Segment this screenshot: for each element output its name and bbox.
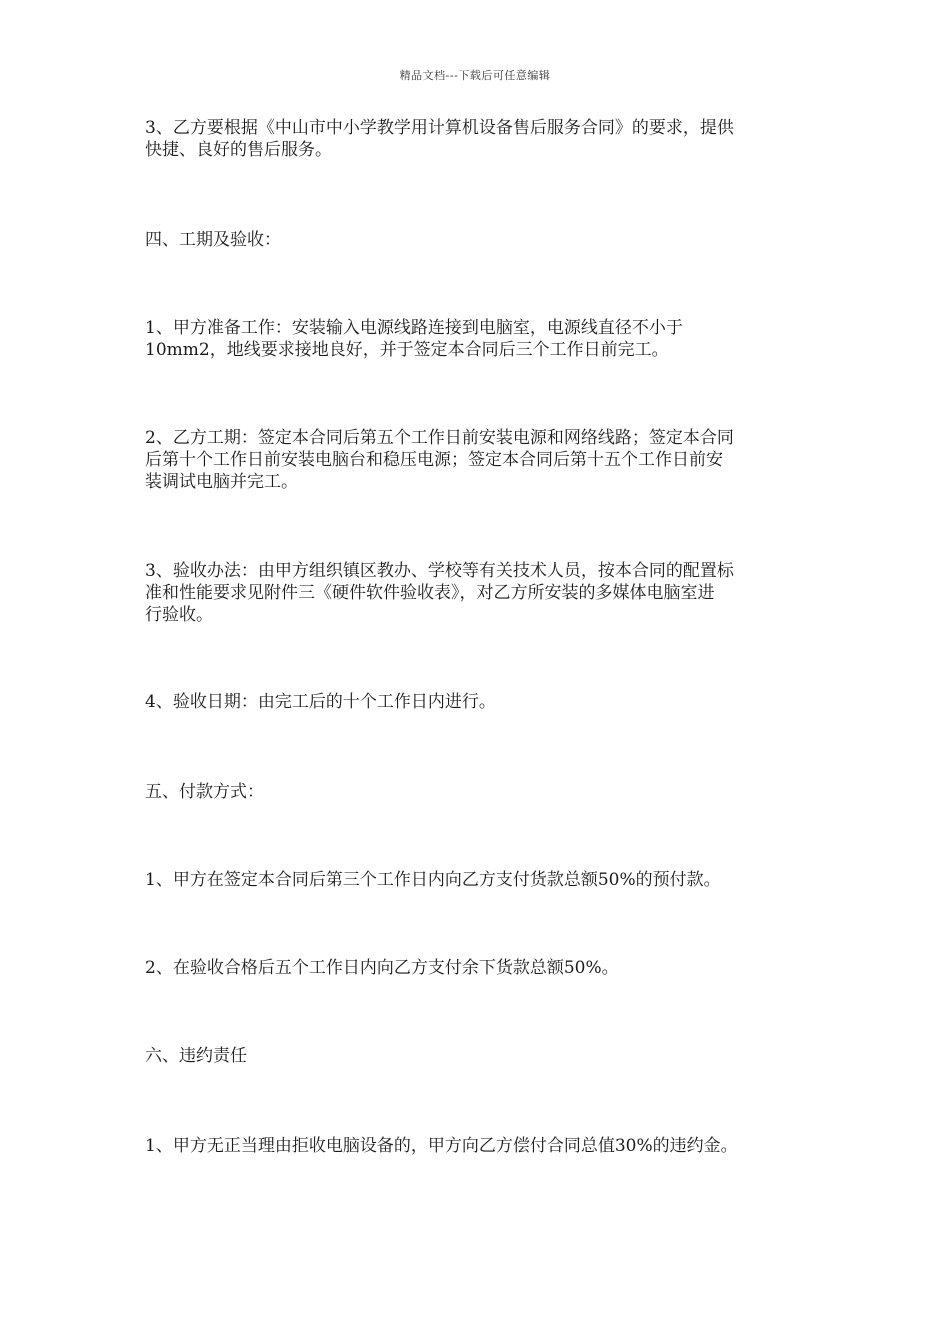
clause-refusal-penalty: 1、甲方无正当理由拒收电脑设备的，甲方向乙方偿付合同总值30%的违约金。 <box>145 1136 738 1156</box>
clause-acceptance-method: 3、验收办法：由甲方组织镇区教办、学校等有关技术人员，按本合同的配置标 准和性能要求见附件三《硬件软件验收表》，对乙方所安装的多媒体电脑室进 行验收。 <box>145 561 734 625</box>
section-heading-schedule-acceptance: 四、工期及验收： <box>145 230 281 250</box>
clause-after-sales-service: 3、乙方要根据《中山市中小学教学用计算机设备售后服务合同》的要求，提供 快捷、良好的售后服务。 <box>145 118 734 160</box>
clause-party-a-preparation: 1、甲方准备工作：安装输入电源线路连接到电脑室，电源线直径不小于 10mm2，地线要求接地良好，并于签定本合同后三个工作日前完工。 <box>145 318 683 360</box>
clause-prepayment: 1、甲方在签定本合同后第三个工作日内向乙方支付货款总额50%的预付款。 <box>145 870 721 890</box>
section-heading-payment: 五、付款方式： <box>145 782 264 802</box>
clause-party-b-schedule: 2、乙方工期：签定本合同后第五个工作日前安装电源和网络线路；签定本合同 后第十个工作日前安装电脑台和稳压电源；签定本合同后第十五个工作日前安 装调试电脑并完工。 <box>145 428 734 492</box>
section-heading-liability: 六、违约责任 <box>145 1046 247 1066</box>
clause-final-payment: 2、在验收合格后五个工作日内向乙方支付余下货款总额50%。 <box>145 958 619 978</box>
clause-acceptance-date: 4、验收日期：由完工后的十个工作日内进行。 <box>145 692 496 712</box>
page-header: 精品文档---下载后可任意编辑 <box>399 69 551 82</box>
